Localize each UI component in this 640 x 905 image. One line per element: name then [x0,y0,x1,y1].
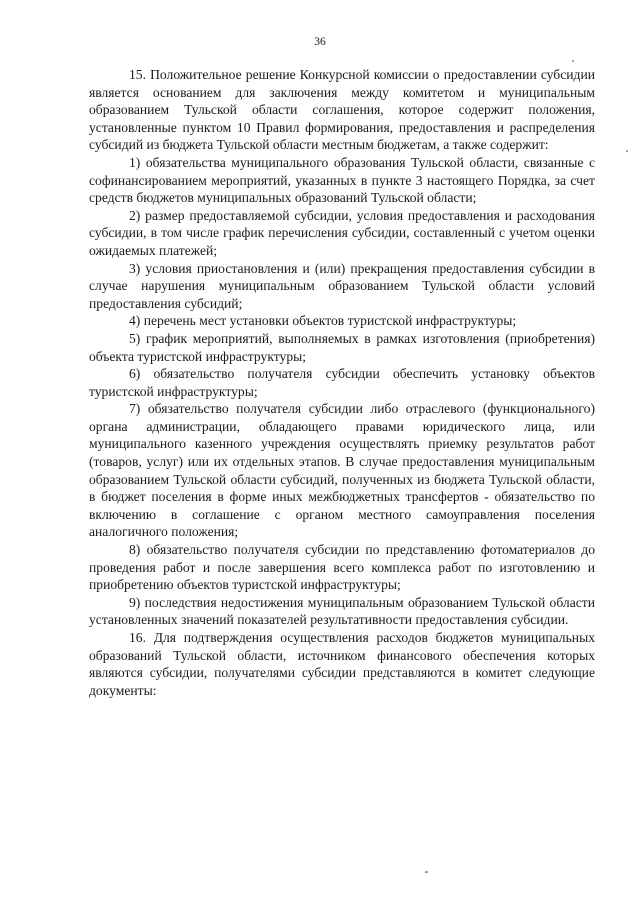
list-item-9: 9) последствия недостижения муниципальным образованием Тульской области установленных значений показателей результативности предоставления субсидии. [89,594,595,628]
list-item-5: 5) график мероприятий, выполняемых в рамках изготовления (приобретения) объекта туристской инфраструктуры; [89,330,595,364]
scan-speck [425,871,428,873]
list-item-8: 8) обязательство получателя субсидии по представлению фотоматериалов до проведения работ и после завершения всего комплекса работ по изготовлению и приобретению объектов туристской инфраструктуры; [89,542,595,593]
page-number: 36 [314,36,326,48]
paragraph-16: 16. Для подтверждения осуществления расходов бюджетов муниципальных образований Тульской области, источником финансового обеспечения которых являются субсидии, получателями субсидии представляются в комитет следующие документы: [89,630,595,698]
list-item-3: 3) условия приостановления и (или) прекращения предоставления субсидии в случае нарушения муниципальным образованием Тульской области условий предоставления субсидий; [89,260,595,311]
list-item-2: 2) размер предоставляемой субсидии, условия предоставления и расходования субсидии, в том числе график перечисления субсидии, составленный с учетом оценки ожидаемых платежей; [89,207,595,258]
scan-speck [626,150,628,152]
list-item-4: 4) перечень мест установки объектов туристской инфраструктуры; [129,313,517,329]
list-item-1: 1) обязательства муниципального образования Тульской области, связанные с софинансированием мероприятий, указанных в пункте 3 настоящего Порядка, за счет средств бюджетов муниципальных образований Тульской области; [89,154,595,206]
list-item-6: 6) обязательство получателя субсидии обеспечить установку объектов туристской инфраструктуры; [89,366,595,399]
scan-speck [572,60,574,62]
document-body [89,66,595,699]
list-item-7: 7) обязательство получателя субсидии либо отраслевого (функционального) органа администрации, обладающего правами юридического лица, или муниципального казенного учреждения осуществлять приемку результатов работ (товаров, услуг) или их отдельных этапов. В случае предоставления муниципальным образованием Тульской области субсидий, полученных из бюджета Тульской области, в бюджет поселения в форме иных межбюджетных трансфертов - обязательство по включению в соглашение с органом местного самоуправления поселения аналогичного положения; [89,401,595,540]
paragraph-15: 15. Положительное решение Конкурсной комиссии о предоставлении субсидии является основанием для заключения между комитетом и муниципальным образованием Тульской области соглашения, которое содержит положения, установленные пунктом 10 Правил формирования, предоставления и распределения субсидий из бюджета Тульской области местным бюджетам, а также содержит: [89,67,595,153]
